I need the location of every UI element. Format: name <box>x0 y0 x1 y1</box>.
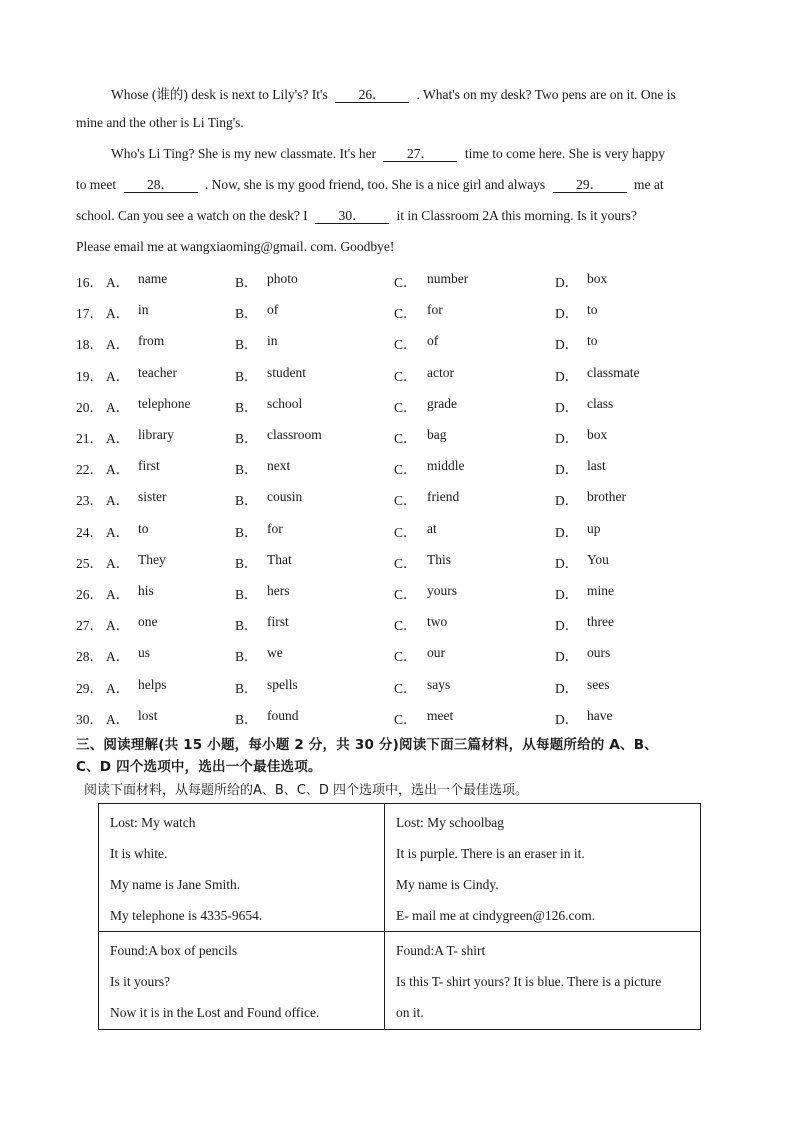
option-letter-b: B． <box>235 399 258 415</box>
option-c: two <box>427 614 448 630</box>
question-number: 21． <box>76 431 103 446</box>
notice-line: Lost: My watch <box>110 815 196 830</box>
option-b: in <box>267 333 278 349</box>
option-d: class <box>587 395 614 411</box>
option-letter-a: A． <box>106 337 130 353</box>
question-number: 28． <box>76 649 103 665</box>
option-letter-d: D． <box>555 649 579 665</box>
option-letter-b: B． <box>235 649 258 665</box>
option-letter-a: A． <box>106 399 130 415</box>
question-number: 17． <box>76 306 103 322</box>
option-letter-b: B． <box>235 306 258 322</box>
option-letter-a: A． <box>106 462 130 478</box>
option-a: from <box>138 333 165 349</box>
option-letter-d: D． <box>555 587 579 602</box>
question-number: 29． <box>76 680 103 696</box>
notice-line: Is this T- shirt yours? It is blue. There is a picture <box>396 974 662 989</box>
notice-line: My name is Cindy. <box>396 877 499 892</box>
option-letter-b: B． <box>235 368 258 384</box>
question-row <box>76 489 736 509</box>
question-row <box>76 521 736 541</box>
option-b: next <box>267 458 291 474</box>
question-number: 26． <box>76 587 103 602</box>
option-letter-a: A． <box>106 618 130 634</box>
option-letter-b: B． <box>235 493 258 509</box>
option-b: first <box>267 614 289 630</box>
question-row <box>76 396 736 416</box>
blank-27: 27． <box>383 146 457 162</box>
option-b: hers <box>267 583 290 598</box>
passage-line-2 <box>76 115 244 131</box>
option-a: telephone <box>138 395 191 411</box>
passage-text: me at <box>633 177 664 192</box>
option-letter-d: D． <box>555 493 579 509</box>
option-b: spells <box>267 676 298 692</box>
blank-28: 28． <box>124 177 198 193</box>
option-d: three <box>587 614 614 630</box>
option-d: box <box>587 427 608 442</box>
option-letter-c: C． <box>394 618 417 634</box>
question-row <box>76 583 736 603</box>
notice-line: It is white. <box>110 846 168 861</box>
option-letter-a: A． <box>106 524 130 540</box>
question-number: 23． <box>76 493 103 509</box>
option-d: to <box>587 333 598 349</box>
option-c: grade <box>427 395 457 411</box>
question-number: 27． <box>76 618 103 634</box>
notice-line: E- mail me at cindygreen@126.com. <box>396 908 596 923</box>
option-d: brother <box>587 489 626 505</box>
passage-text: Please email me at wangxiaoming@gmail. com. Goodbye! <box>76 239 395 254</box>
option-b: school <box>267 395 303 411</box>
option-letter-d: D． <box>555 431 579 446</box>
blank-26: 26． <box>335 87 409 103</box>
option-letter-b: B． <box>235 275 258 290</box>
option-letter-c: C． <box>394 680 417 696</box>
question-row <box>76 645 736 665</box>
passage-line-6 <box>76 239 394 255</box>
option-letter-a: A． <box>106 275 130 290</box>
option-letter-a: A． <box>106 555 130 571</box>
option-c: bag <box>427 427 447 442</box>
option-d: last <box>587 458 606 474</box>
section-heading-cont: C、D 四个选项中，选出一个最佳选项。 <box>76 759 322 775</box>
option-letter-a: A． <box>106 306 130 322</box>
option-letter-c: C． <box>394 649 417 665</box>
option-letter-c: C． <box>394 337 417 353</box>
option-b: found <box>267 707 299 723</box>
passage-text: it in Classroom 2A this morning. Is it yours? <box>396 208 637 223</box>
passage-line-1 <box>111 83 676 103</box>
question-number: 16． <box>76 275 103 290</box>
question-row <box>76 552 736 572</box>
option-d: mine <box>587 583 614 598</box>
notice-line: on it. <box>396 1005 424 1020</box>
option-c: says <box>427 676 451 692</box>
option-a: sister <box>138 489 167 505</box>
option-letter-c: C． <box>394 587 417 602</box>
option-letter-d: D． <box>555 399 579 415</box>
option-b: student <box>267 364 306 380</box>
notice-line: Found:A T- shirt <box>396 943 486 958</box>
option-b: cousin <box>267 489 303 505</box>
option-d: box <box>587 271 608 286</box>
lost-found-table <box>98 803 701 1030</box>
notice-lost-schoolbag <box>385 804 701 932</box>
option-letter-c: C． <box>394 431 417 446</box>
option-c: of <box>427 333 439 349</box>
option-c: yours <box>427 583 457 598</box>
passage-text: . What's on my desk? Two pens are on it. One is <box>416 87 676 102</box>
option-letter-d: D． <box>555 275 579 290</box>
question-row <box>76 271 736 291</box>
question-row <box>76 302 736 322</box>
option-letter-b: B． <box>235 337 258 353</box>
passage-line-3 <box>111 146 665 162</box>
option-a: They <box>138 551 166 567</box>
option-c: at <box>427 520 437 536</box>
option-b: That <box>267 551 292 567</box>
option-d: up <box>587 520 601 536</box>
option-b: classroom <box>267 427 322 442</box>
notice-lost-watch <box>99 804 385 932</box>
passage-text: to meet <box>76 177 117 192</box>
option-a: first <box>138 458 160 474</box>
option-letter-c: C． <box>394 555 417 571</box>
option-letter-b: B． <box>235 680 258 696</box>
option-letter-d: D． <box>555 306 579 322</box>
option-letter-b: B． <box>235 524 258 540</box>
option-c: our <box>427 645 445 661</box>
blank-30: 30． <box>315 208 389 224</box>
option-letter-d: D． <box>555 711 579 727</box>
question-row <box>76 427 736 447</box>
option-d: to <box>587 302 598 318</box>
option-a: to <box>138 520 149 536</box>
passage-text: mine and the other is Li Ting's. <box>76 115 244 130</box>
option-c: middle <box>427 458 465 474</box>
option-letter-b: B． <box>235 431 258 446</box>
option-a: his <box>138 583 154 598</box>
option-letter-c: C． <box>394 306 417 322</box>
option-letter-a: A． <box>106 431 130 446</box>
option-letter-a: A． <box>106 493 130 509</box>
question-number: 20． <box>76 399 103 415</box>
option-a: lost <box>138 707 158 723</box>
section-instruction: 阅读下面材料，从每题所给的A、B、C、D 四个选项中，选出一个最佳选项。 <box>84 783 529 798</box>
option-letter-a: A． <box>106 680 130 696</box>
notice-line: My name is Jane Smith. <box>110 877 241 892</box>
option-d: sees <box>587 676 610 692</box>
option-letter-a: A． <box>106 587 130 602</box>
option-letter-b: B． <box>235 555 258 571</box>
question-number: 25． <box>76 555 103 571</box>
passage-text: Who's Li Ting? She is my new classmate. It's her <box>111 146 377 161</box>
blank-29: 29． <box>553 177 627 193</box>
option-b: photo <box>267 271 298 286</box>
option-d: classmate <box>587 364 640 380</box>
notice-line: It is purple. There is an eraser in it. <box>396 846 585 861</box>
option-c: friend <box>427 489 460 505</box>
question-row <box>76 614 736 634</box>
option-d: ours <box>587 645 611 661</box>
question-number: 30． <box>76 711 103 727</box>
option-b: for <box>267 520 283 536</box>
notice-line: Found:A box of pencils <box>110 943 238 958</box>
question-number: 22． <box>76 462 103 478</box>
option-letter-a: A． <box>106 368 130 384</box>
option-letter-c: C． <box>394 368 417 384</box>
option-letter-a: A． <box>106 711 130 727</box>
notice-line: Is it yours? <box>110 974 170 989</box>
question-row <box>76 458 736 478</box>
option-letter-c: C． <box>394 493 417 509</box>
notice-found-tshirt <box>385 932 701 1030</box>
passage-text: school. Can you see a watch on the desk? I <box>76 208 308 223</box>
option-a: one <box>138 614 158 630</box>
notice-found-pencils <box>99 932 385 1030</box>
option-letter-d: D． <box>555 368 579 384</box>
option-c: for <box>427 302 443 318</box>
question-number: 18． <box>76 337 103 353</box>
notice-line: Lost: My schoolbag <box>396 815 504 830</box>
option-letter-b: B． <box>235 462 258 478</box>
notice-line: Now it is in the Lost and Found office. <box>110 1005 320 1020</box>
passage-text: Whose (谁的) desk is next to Lily's? It's <box>111 87 328 102</box>
option-letter-a: A． <box>106 649 130 665</box>
question-row <box>76 708 736 728</box>
option-d: have <box>587 707 613 723</box>
option-letter-c: C． <box>394 275 417 290</box>
question-number: 19． <box>76 368 103 384</box>
option-d: You <box>587 551 609 567</box>
option-letter-d: D． <box>555 524 579 540</box>
option-b: of <box>267 302 279 318</box>
option-letter-c: C． <box>394 462 417 478</box>
option-letter-d: D． <box>555 618 579 634</box>
option-letter-c: C． <box>394 711 417 727</box>
option-letter-c: C． <box>394 524 417 540</box>
option-letter-d: D． <box>555 337 579 353</box>
question-row <box>76 677 736 697</box>
option-c: number <box>427 271 469 286</box>
option-b: we <box>267 645 283 661</box>
option-letter-d: D． <box>555 462 579 478</box>
option-a: helps <box>138 676 167 692</box>
passage-line-5 <box>76 208 637 224</box>
option-a: name <box>138 271 168 286</box>
option-letter-b: B． <box>235 618 258 634</box>
passage-text: . Now, she is my good friend, too. She is a nice girl and always <box>204 177 546 192</box>
question-row <box>76 333 736 353</box>
passage-line-4 <box>76 177 664 193</box>
option-c: actor <box>427 364 454 380</box>
option-letter-d: D． <box>555 555 579 571</box>
option-a: us <box>138 645 151 661</box>
option-letter-c: C． <box>394 399 417 415</box>
question-number: 24． <box>76 524 103 540</box>
option-letter-b: B． <box>235 711 258 727</box>
option-c: This <box>427 551 452 567</box>
notice-line: My telephone is 4335-9654. <box>110 908 263 923</box>
section-heading: 三、阅读理解(共 15 小题，每小题 2 分，共 30 分)阅读下面三篇材料，从每题所给的 A、B、 <box>76 737 658 753</box>
option-a: library <box>138 427 174 442</box>
option-letter-d: D． <box>555 680 579 696</box>
question-row <box>76 365 736 385</box>
option-c: meet <box>427 707 454 723</box>
passage-text: time to come here. She is very happy <box>464 146 666 161</box>
option-a: in <box>138 302 149 318</box>
option-a: teacher <box>138 364 177 380</box>
option-letter-b: B． <box>235 587 258 602</box>
